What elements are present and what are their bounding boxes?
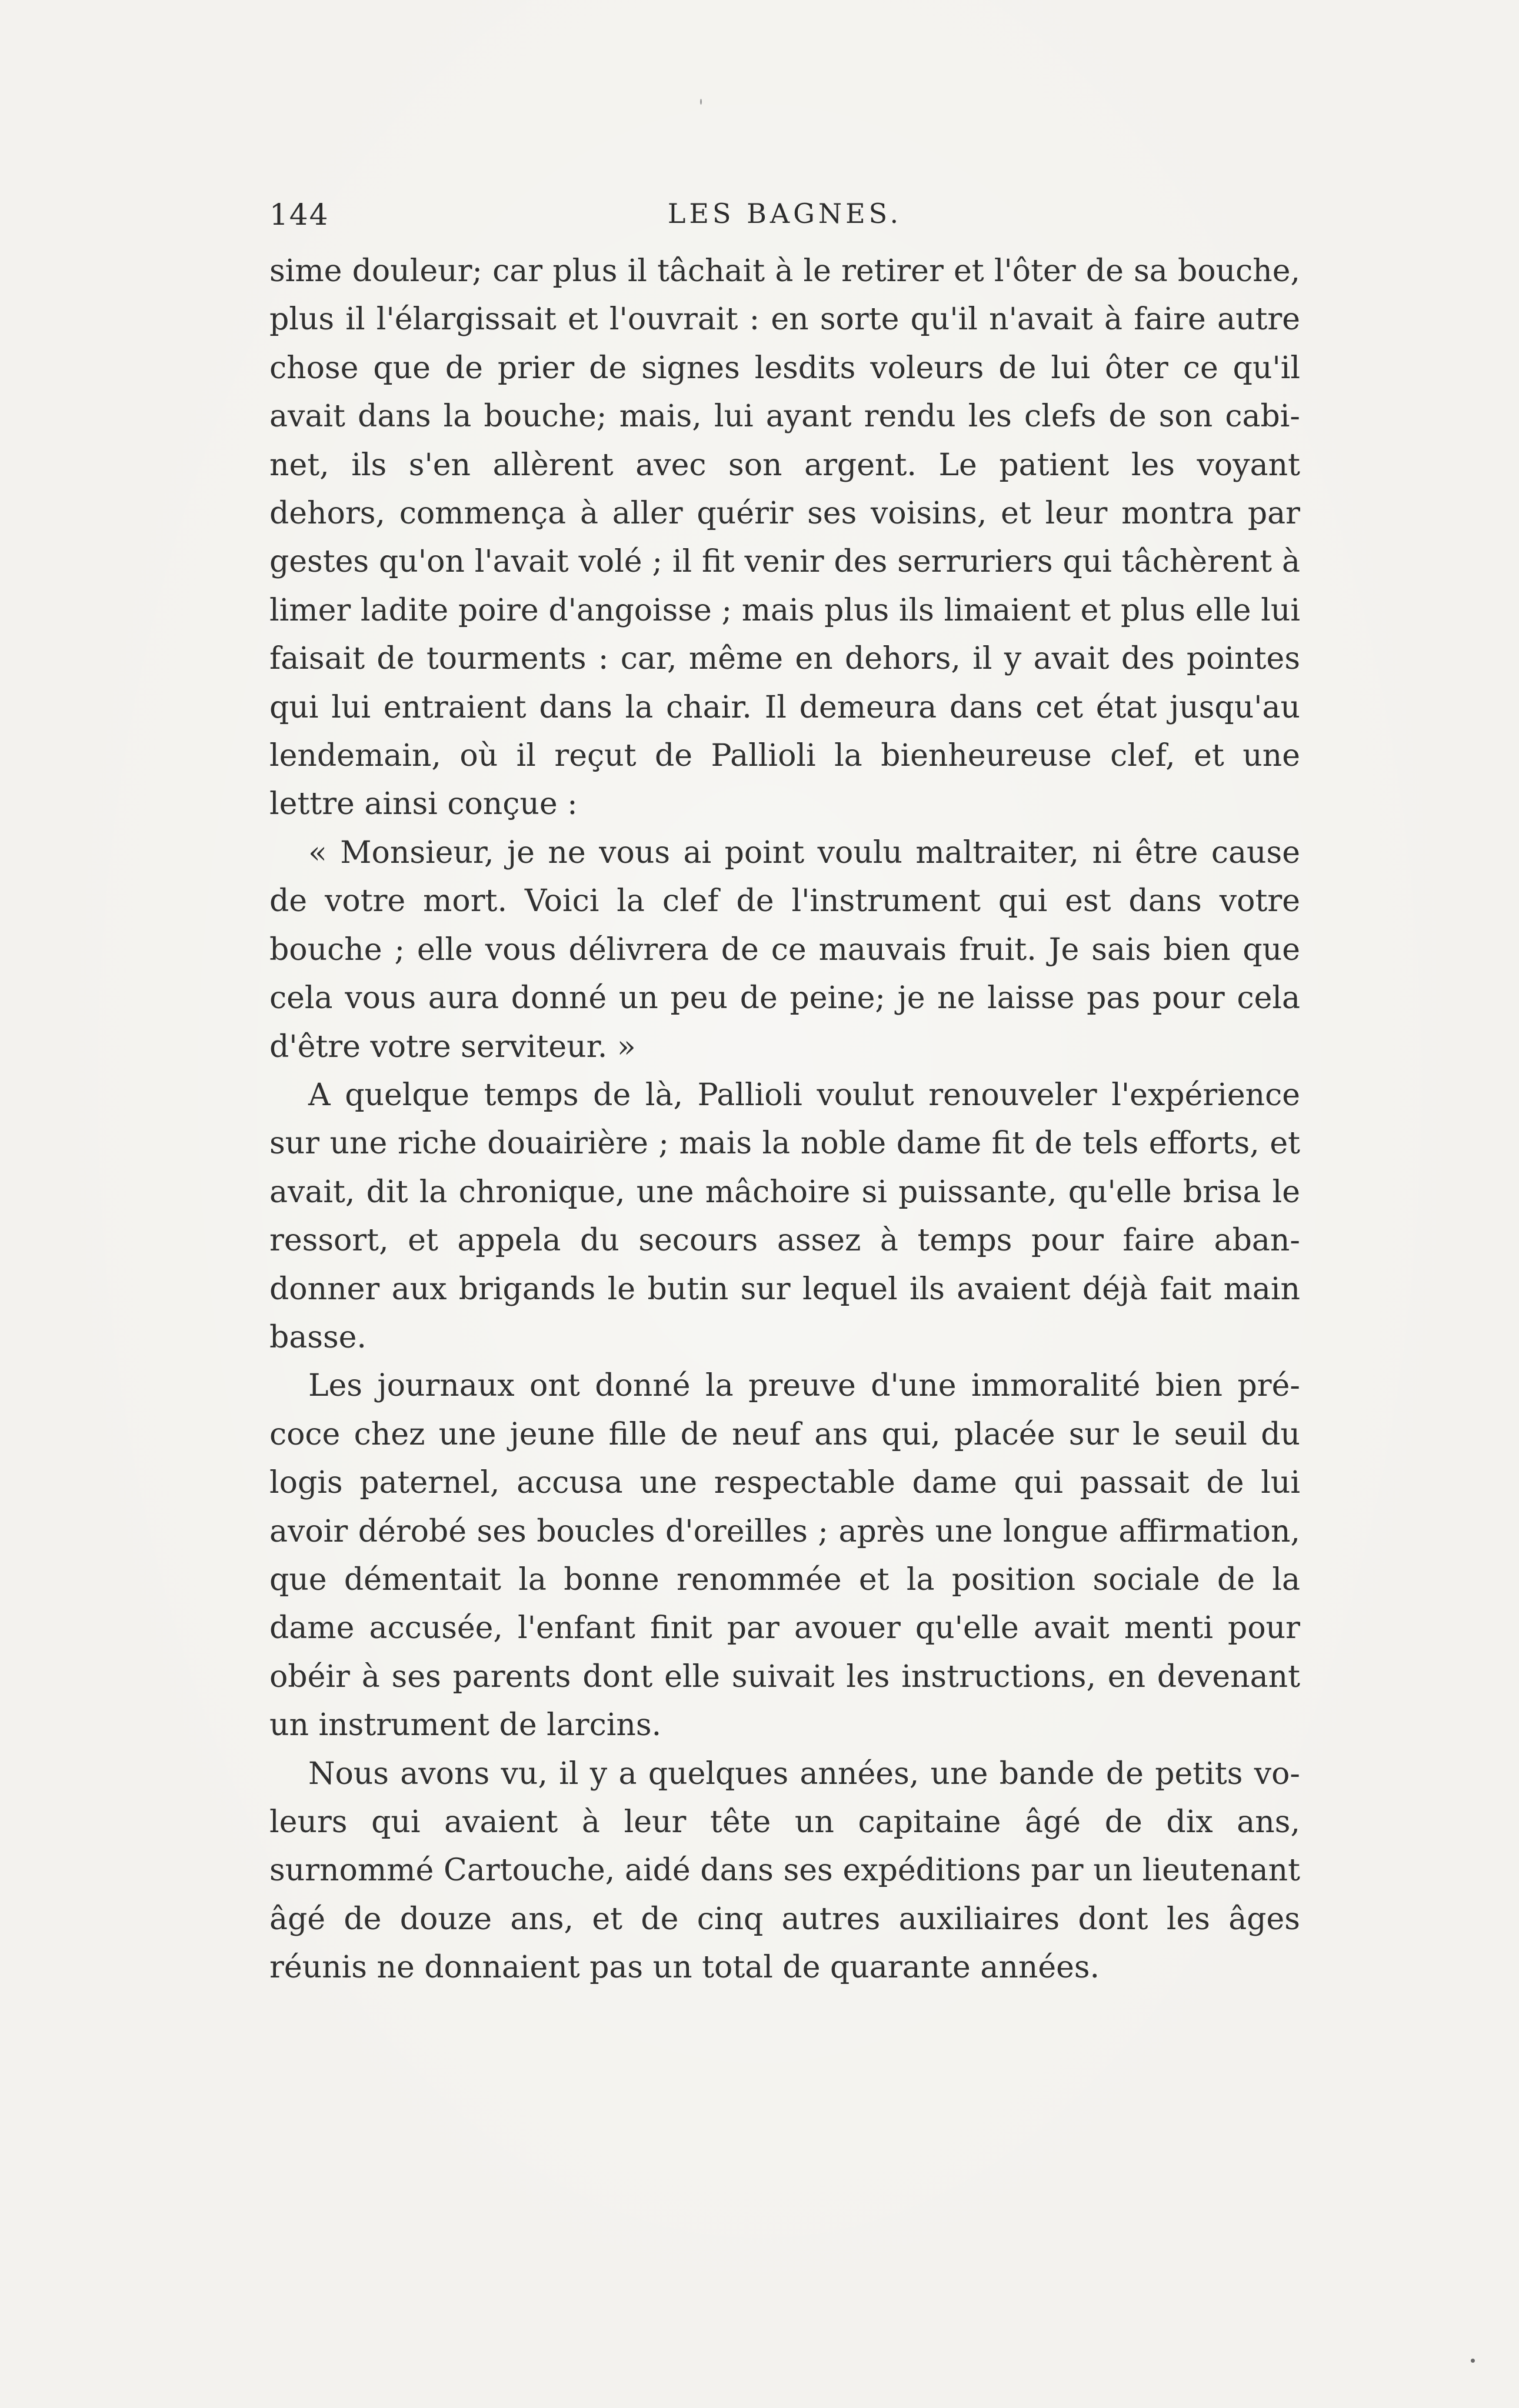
page-number: 144 — [269, 198, 329, 232]
paragraph-4: Les journaux ont donné la preuve d'une immoralité bien précoce chez une jeune fille de neuf ans qui, placée sur le seuil du logis paternel, accusa une respectable dame qui passait de lui avoir dérobé ses boucles d'oreilles ; après une longue affirmation, que démentait la bonne renommée et la position sociale de la dame accusée, l'enfant finit par avouer qu'elle avait menti pour obéir à ses parents dont elle suivait les instructions, en devenant un instrument de larcins. — [269, 1368, 1300, 1743]
running-head: LES BAGNES. — [667, 198, 902, 229]
paper-speck — [1471, 2359, 1475, 2363]
paragraph-1: sime douleur; car plus il tâchait à le retirer et l'ôter de sa bouche, plus il l'élargissait et l'ouvrait : en sorte qu'il n'avait à faire autre chose que de prier de signes lesdits voleurs de lui ôter ce qu'il avait dans la bouche; mais, lui ayant rendu les clefs de son cabinet, ils s'en allèrent avec son argent. Le patient les voyant dehors, commença à aller quérir ses voisins, et leur montra par gestes qu'on l'avait volé ; il fit venir des serruriers qui tâchèrent à limer ladite poire d'angoisse ; mais plus ils limaient et plus elle lui faisait de tourments : car, même en dehors, il y avait des pointes qui lui entraient dans la chair. Il demeura dans cet état jusqu'au lendemain, où il reçut de Pallioli la bienheureuse clef, et une lettre ainsi conçue : — [269, 254, 1300, 822]
paragraph-2: « Monsieur, je ne vous ai point voulu maltraiter, ni être cause de votre mort. Voici la clef de l'instrument qui est dans votre bouche ; elle vous délivrera de ce mauvais fruit. Je sais bien que cela vous aura donné un peu de peine; je ne laisse pas pour cela d'être votre serviteur. » — [269, 835, 1300, 1065]
paragraph-3: A quelque temps de là, Pallioli voulut renouveler l'expérience sur une riche douairière ; mais la noble dame fit de tels efforts, et avait, dit la chronique, une mâchoire si puissante, qu'elle brisa le ressort, et appela du secours assez à temps pour faire abandonner aux brigands le butin sur lequel ils avaient déjà fait main basse. — [269, 1077, 1300, 1355]
body-text — [269, 247, 1300, 1992]
paragraph-5: Nous avons vu, il y a quelques années, une bande de petits voleurs qui avaient à leur tête un capitaine âgé de dix ans, surnommé Cartouche, aidé dans ses expéditions par un lieutenant âgé de douze ans, et de cinq autres auxiliaires dont les âges réunis ne donnaient pas un total de quarante années. — [269, 1756, 1300, 1986]
page-header — [269, 198, 1300, 239]
paper-speck — [700, 99, 702, 105]
